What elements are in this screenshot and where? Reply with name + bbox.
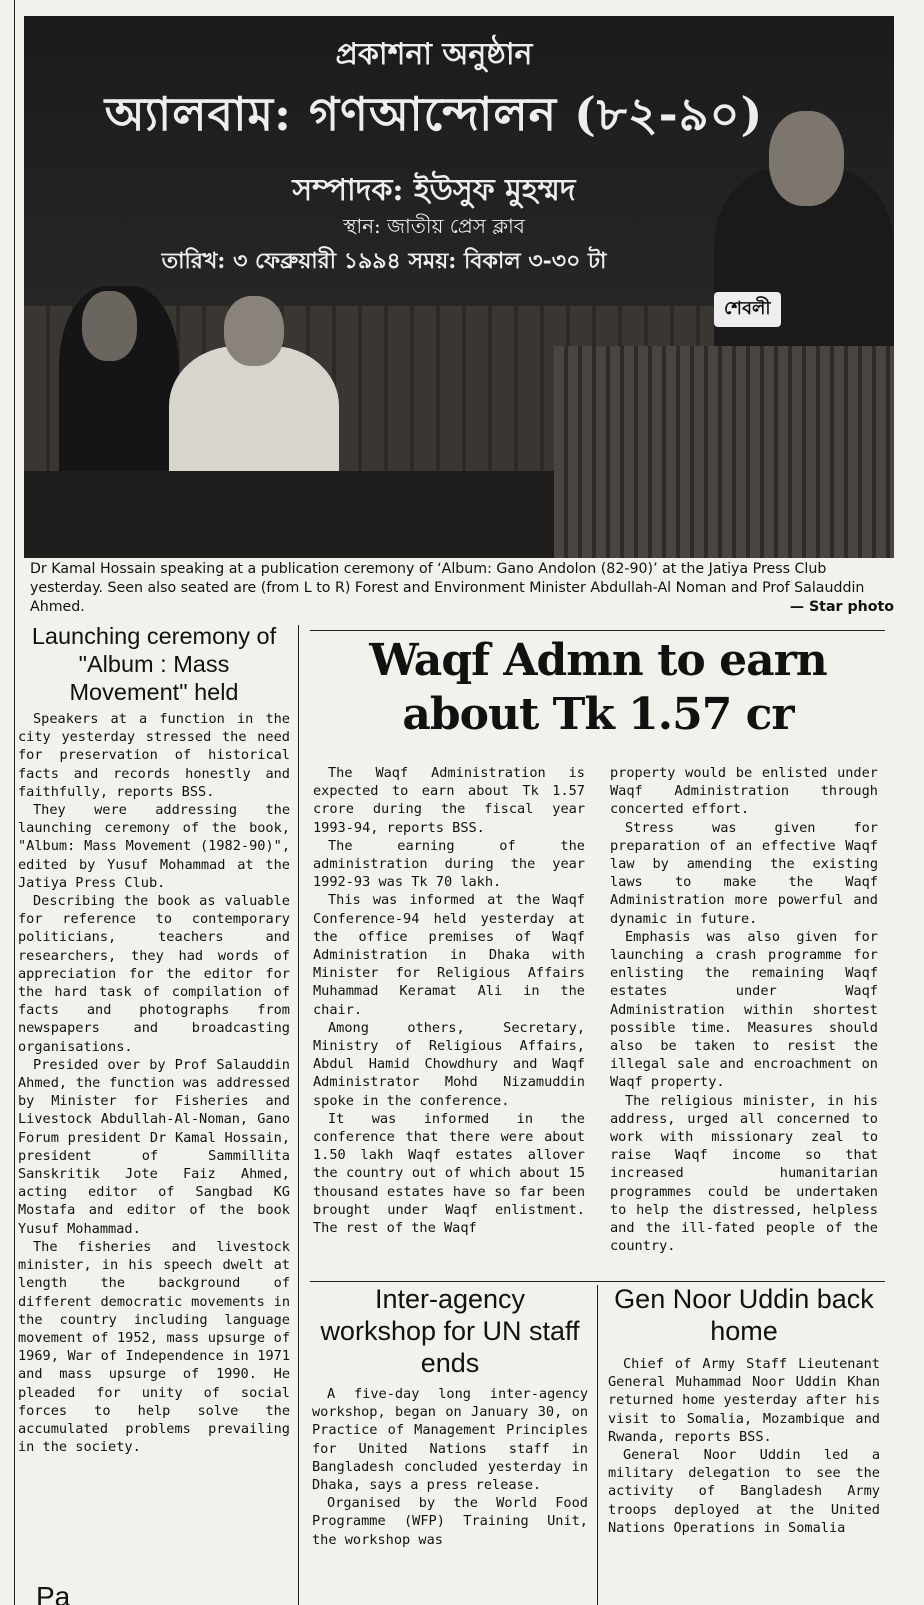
album-body bbox=[18, 710, 290, 1456]
waqf-paragraph: This was informed at the Waqf Conference-94 held yesterday at the office premises of Waqf Administration in Dhaka with Minister for Religious Affairs Muhammad Keramat Ali in the chair. bbox=[313, 892, 585, 1018]
waqf-paragraph: Among others, Secretary, Ministry of Religious Affairs, Abdul Hamid Chowdhury and Waqf Administrator Mohd Nizamuddin spoke in the conference. bbox=[313, 1019, 585, 1109]
article-un bbox=[312, 1283, 588, 1605]
waqf-paragraph: Emphasis was also given for launching a crash programme for enlisting the remaining Waqf estates under Waqf Administration within shortest possible time. Measures should also be taken to resist the illegal sale and encroachment on Waqf property. bbox=[610, 928, 878, 1091]
person-left-head bbox=[82, 291, 137, 361]
photo-credit: — Star photo bbox=[789, 599, 894, 615]
album-paragraph: Speakers at a function in the city yesterday stressed the need for preservation of historical facts and records honestly and faithfully, reports BSS. bbox=[18, 711, 290, 800]
speaker-head bbox=[769, 111, 844, 206]
banner-line-2: অ্যালবাম: গণআন্দোলন (৮২-৯০) bbox=[104, 87, 764, 141]
podium-sign: শেবলী bbox=[714, 292, 781, 327]
banner-line-1: প্রকাশনা অনুষ্ঠান bbox=[335, 37, 533, 72]
column-rule-2 bbox=[597, 1285, 598, 1605]
waqf-paragraph: The religious minister, in his address, urged all concerned to work with missionary zeal to raise Waqf income so that increased humanitarian programmes could be undertaken to help the distressed, helpless and the ill-fated people of the country. bbox=[610, 1092, 878, 1255]
photo-podium bbox=[554, 346, 894, 558]
noor-headline: Gen Noor Uddin back home bbox=[614, 1284, 874, 1346]
waqf-paragraph: The earning of the administration during the year 1992-93 was Tk 70 lakh. bbox=[313, 837, 585, 891]
waqf-top-rule bbox=[310, 630, 885, 631]
waqf-column-left bbox=[313, 764, 585, 1276]
waqf-paragraph: Stress was given for preparation of an effective Waqf law by amending the existing laws to make the Waqf Administration more powerful and dynamic in future. bbox=[610, 819, 878, 927]
album-headline: Launching ceremony of "Album : Mass Movement" held bbox=[31, 623, 277, 705]
album-paragraph: They were addressing the launching ceremony of the book, "Album: Mass Movement (1982-90)", edited by Yusuf Mohammad at the Jatiya Press Club. bbox=[18, 802, 290, 891]
caption-text: Dr Kamal Hossain speaking at a publication ceremony of ‘Album: Gano Andolon (82-90)’ at the Jatiya Press Club yesterday. Seen also seated are (from L to R) Forest and Environment Minister Abdullah-Al Noman and Prof Salauddin Ahmed. bbox=[30, 561, 865, 615]
banner-line-5: তারিখ: ৩ ফেব্রুয়ারী ১৯৯৪ সময়: বিকাল ৩-৩০ টা bbox=[161, 248, 607, 274]
noor-paragraph: Chief of Army Staff Lieutenant General Muhammad Noor Uddin Khan returned home yesterday after his visit to Somalia, Mozambique and Rwanda, reports BSS. bbox=[608, 1356, 880, 1445]
waqf-bottom-rule bbox=[310, 1281, 885, 1282]
photo-caption bbox=[30, 560, 894, 617]
person-middle-head bbox=[224, 296, 284, 366]
article-album bbox=[18, 622, 290, 1605]
photo-desk bbox=[24, 471, 584, 558]
column-rule-1 bbox=[298, 625, 299, 1605]
un-paragraph: Organised by the World Food Programme (WFP) Training Unit, the workshop was bbox=[312, 1495, 588, 1548]
album-paragraph: The fisheries and livestock minister, in his speech dwelt at length the background of different democratic movements in the country including language movement of 1952, mass upsurge of 1969, War of Independence in 1971 and mass upsurge of 1990. He pleaded for unity of social forces to help solve the accumulated problems prevailing in the society. bbox=[18, 1238, 290, 1456]
banner-line-3: সম্পাদক: ইউসুফ মুহম্মদ bbox=[292, 173, 576, 208]
left-border bbox=[14, 0, 15, 1605]
banner-line-4: স্থান: জাতীয় প্রেস ক্লাব bbox=[343, 214, 525, 238]
next-headline-fragment: Pa bbox=[36, 1585, 71, 1605]
waqf-paragraph: It was informed in the conference that there were about 1.50 lakh Waqf estates allover the country out of which about 15 thousand estates have so far been brought under Waqf enlistment. The rest of the Waqf bbox=[313, 1110, 585, 1237]
un-headline: Inter-agency workshop for UN staff ends bbox=[320, 1284, 580, 1378]
un-paragraph: A five-day long inter-agency workshop, began on January 30, on Practice of Management Principles for United Nations staff in Bangladesh concluded yesterday in Dhaka, says a press release. bbox=[312, 1386, 588, 1494]
album-paragraph: Describing the book as valuable for reference to contemporary politicians, teachers and researchers, they had words of appreciation for the editor for the hard task of compilation of facts and photographs from newspapers and broadcasting organisations. bbox=[18, 893, 290, 1055]
article-noor bbox=[608, 1283, 880, 1605]
album-paragraph: Presided over by Prof Salauddin Ahmed, the function was addressed by Minister for Fisheries and Livestock Abdullah-Al-Noman, Gano Forum president Dr Kamal Hossain, president of Sammillita Sanskritik Jote Faiz Ahmed, acting editor of Sangbad KG Mostafa and editor of the book Yusuf Mohammad. bbox=[18, 1056, 290, 1237]
noor-paragraph: General Noor Uddin led a military delegation to see the activity of Bangladesh Army troops deployed at the United Nations Operations in Somalia bbox=[608, 1447, 880, 1536]
waqf-column-right bbox=[610, 764, 878, 1276]
waqf-headline: Waqf Admn to earn about Tk 1.57 cr bbox=[369, 635, 827, 740]
press-photo bbox=[24, 16, 894, 558]
waqf-continued: property would be enlisted under Waqf Administration through concerted effort. bbox=[610, 765, 878, 818]
waqf-paragraph: The Waqf Administration is expected to earn about Tk 1.57 crore during the fiscal year 1993-94, reports BSS. bbox=[313, 765, 585, 836]
